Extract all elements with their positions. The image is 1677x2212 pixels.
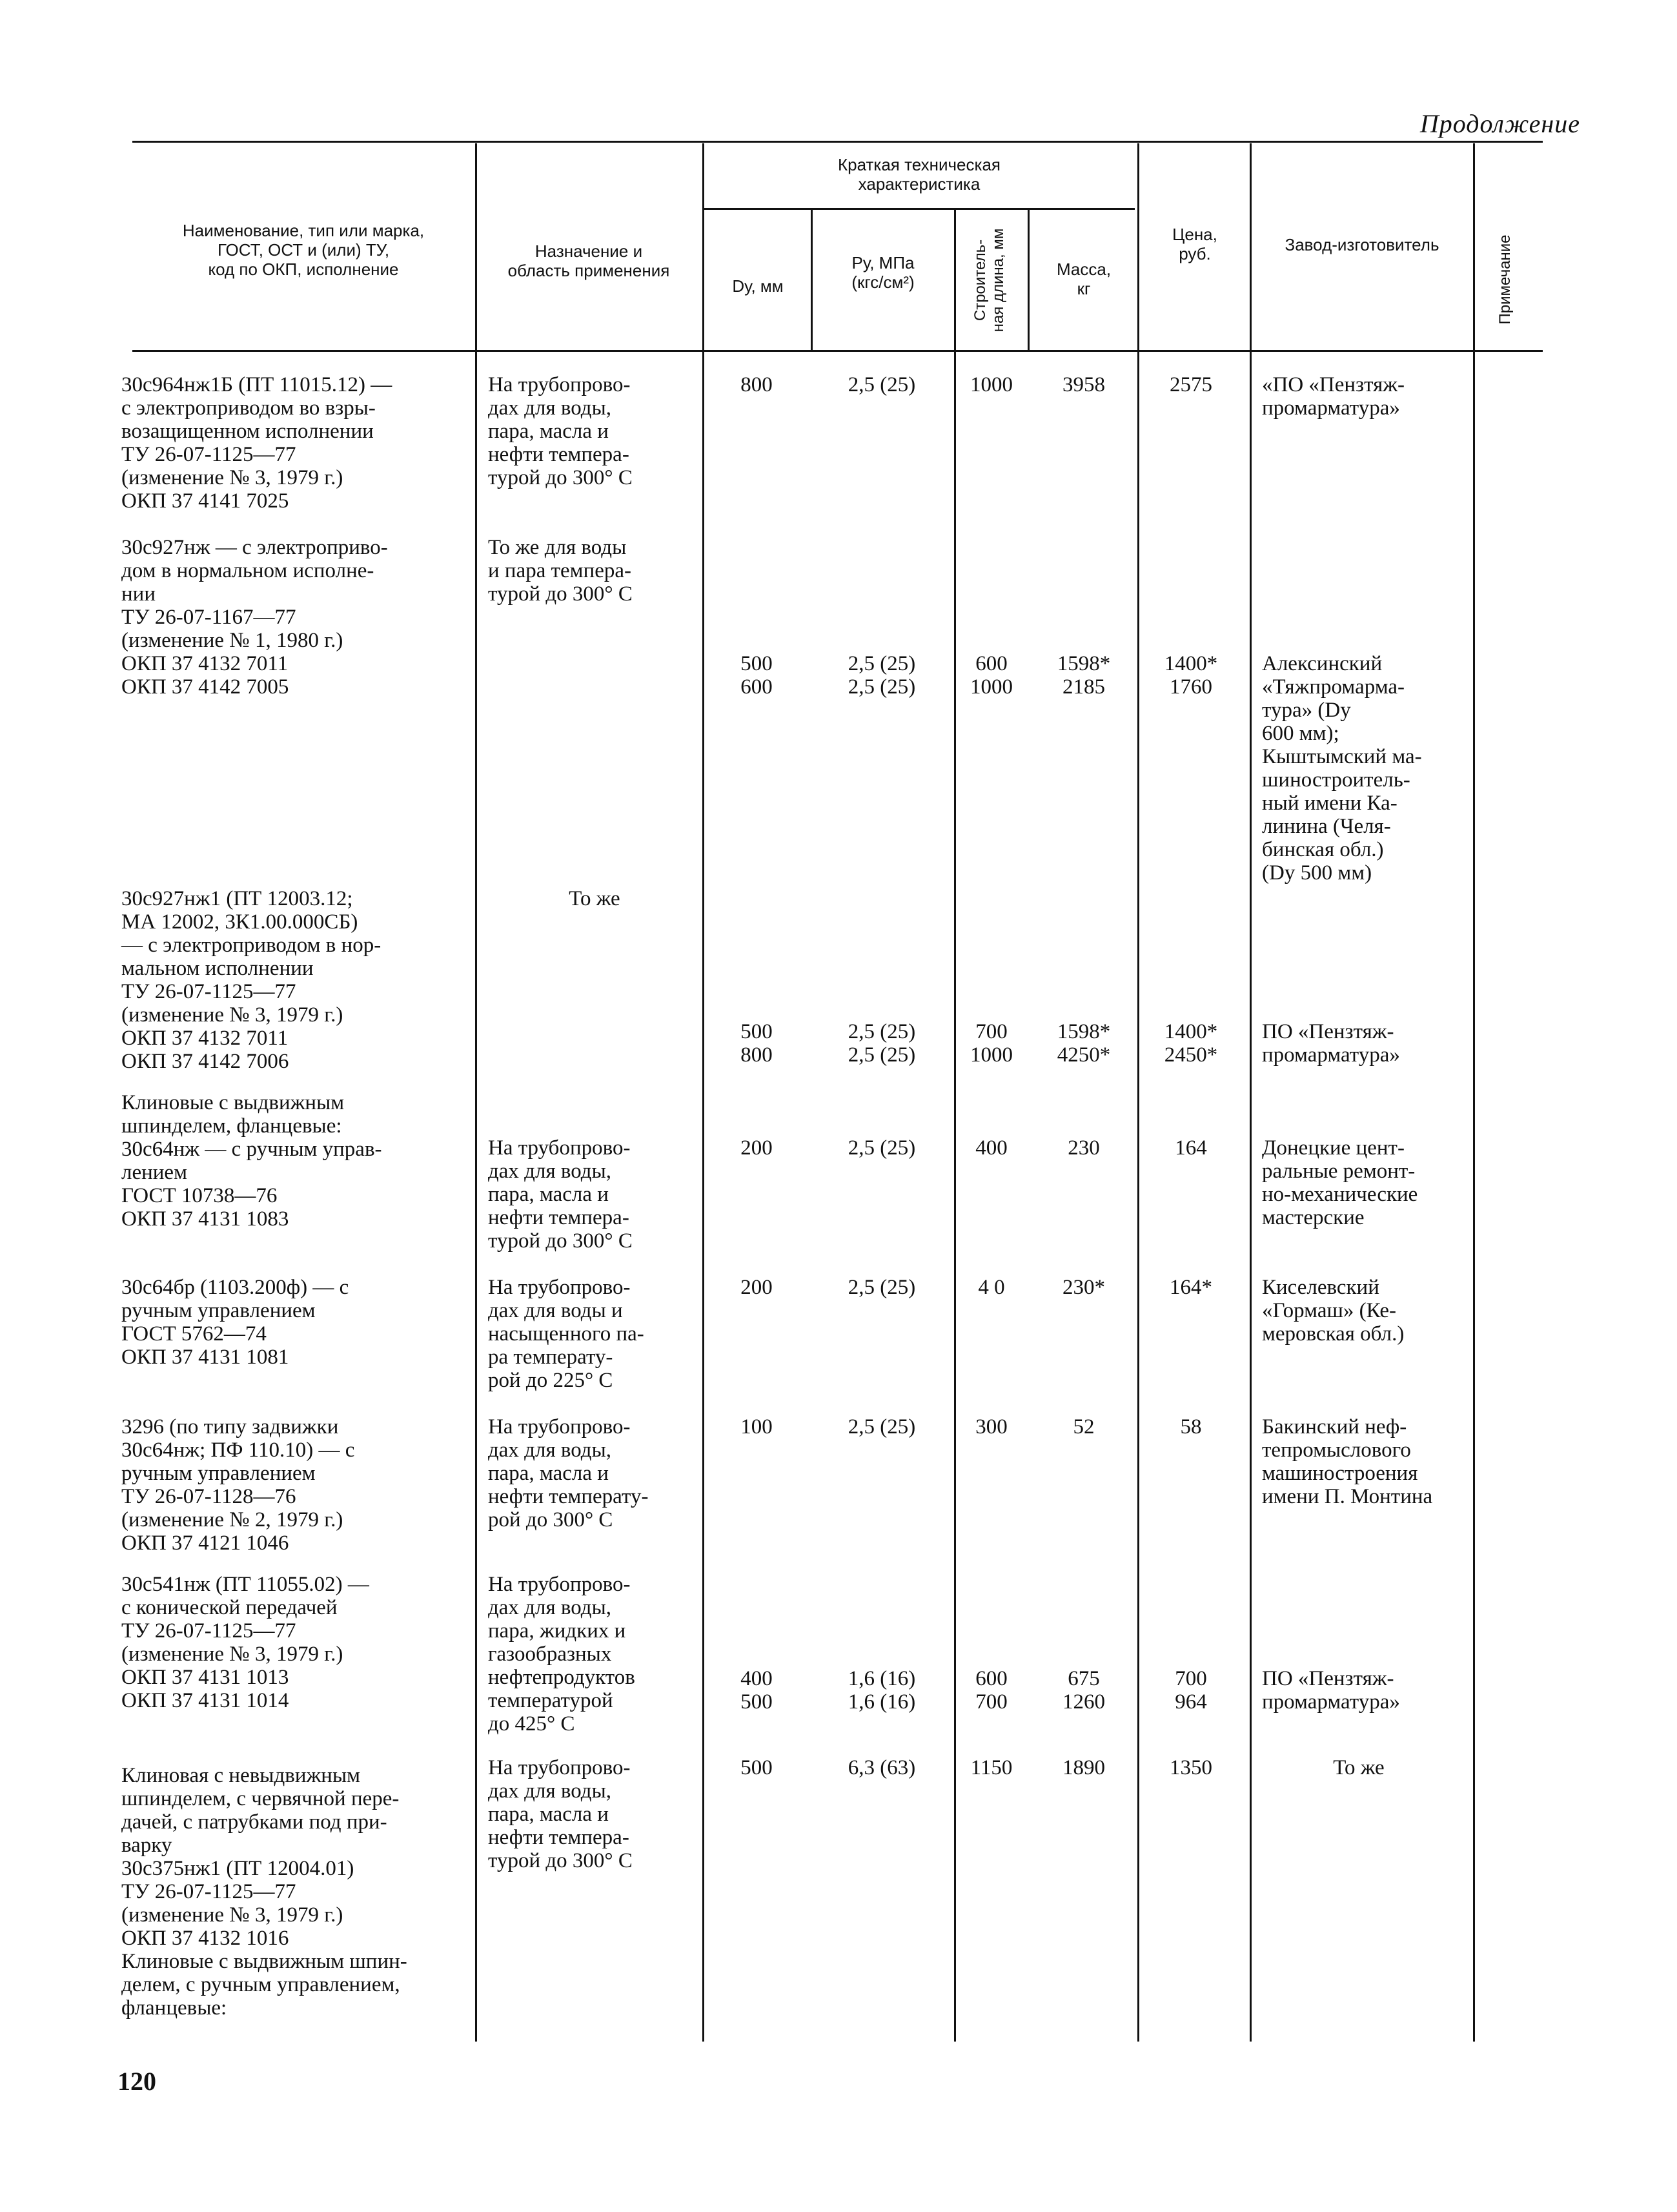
row-7-purpose-cell: [488, 1573, 701, 1736]
header-length: [971, 217, 1010, 343]
row-2-price-cell: [1143, 652, 1239, 699]
mass-line: 3958: [1062, 373, 1105, 396]
factory-line: ПО «Пензтяж-: [1262, 1667, 1394, 1690]
col-divider-purpose: [475, 143, 477, 2042]
purpose-line: рой до 300° С: [488, 1508, 613, 1531]
name-line: мальном исполнении: [121, 957, 314, 980]
row-8-purpose-cell: [488, 1756, 701, 1872]
factory-line: мастерские: [1262, 1206, 1365, 1229]
length-line: 600: [975, 1667, 1008, 1690]
name-line: 30с64бр (1103.200ф) — с: [121, 1276, 349, 1299]
name-line: — с электроприводом в нор-: [121, 934, 381, 957]
header-name-line: код по ОКП, исполнение: [208, 260, 399, 279]
name-line: ОКП 37 4132 7011: [121, 1027, 289, 1050]
table-header-bottom-rule: [132, 350, 1543, 352]
factory-line: имени П. Монтина: [1262, 1485, 1433, 1508]
price-line: 1350: [1170, 1756, 1212, 1779]
row-3-name-cell: [121, 887, 470, 1073]
header-name-line: ГОСТ, ОСТ и (или) ТУ,: [217, 240, 390, 260]
factory-line: линина (Челя-: [1262, 815, 1391, 838]
dy-line: 500: [740, 1690, 773, 1714]
purpose-line: пара, жидких и: [488, 1619, 626, 1643]
header-price: [1141, 225, 1248, 263]
name-line: ГОСТ 5762—74: [121, 1322, 267, 1346]
row-6-dy-cell: [705, 1415, 808, 1439]
py-line: 1,6 (16): [848, 1690, 916, 1714]
header-price-line: Цена,: [1172, 225, 1217, 244]
factory-line: ПО «Пензтяж-: [1262, 1020, 1394, 1043]
factory-line: промарматура»: [1262, 1690, 1400, 1714]
purpose-line: нефти темпера-: [488, 1206, 629, 1229]
row-8-py-cell: [811, 1756, 953, 1779]
row-1-name-cell: [121, 373, 470, 513]
length-line: 4 0: [978, 1276, 1005, 1299]
row-4-length-cell: [955, 1136, 1028, 1160]
purpose-line: нефти темпера-: [488, 1826, 629, 1849]
purpose-line: дах для воды,: [488, 396, 611, 420]
py-line: 6,3 (63): [848, 1756, 916, 1779]
py-line: 2,5 (25): [848, 1020, 916, 1043]
name-line: ручным управлением: [121, 1299, 316, 1322]
row-5-factory-cell: [1262, 1276, 1456, 1346]
py-line: 2,5 (25): [848, 1415, 916, 1439]
col-divider-dy: [702, 143, 704, 2042]
row-4-factory-cell: [1262, 1136, 1456, 1229]
row-7-length-cell: [955, 1667, 1028, 1714]
name-line: Клиновые с выдвижным шпин-: [121, 1950, 407, 1973]
name-line: 30с64нж — с ручным управ-: [121, 1138, 382, 1161]
name-line: дачей, с патрубками под при-: [121, 1810, 387, 1834]
name-line: 3296 (по типу задвижки: [121, 1415, 339, 1439]
name-line: 30с927нж — с электроприво-: [121, 536, 388, 559]
row-1-price-cell: [1143, 373, 1239, 396]
purpose-line: до 425° С: [488, 1712, 575, 1736]
header-factory: Завод-изготовитель: [1285, 235, 1439, 254]
header-dy: Dу, мм: [732, 276, 784, 296]
name-line: Клиновая с невыдвижным: [121, 1764, 361, 1787]
row-8-length-cell: [955, 1756, 1028, 1779]
price-line: 2575: [1170, 373, 1212, 396]
price-line: 58: [1180, 1415, 1202, 1439]
mass-line: 230: [1068, 1136, 1100, 1160]
row-5-mass-cell: [1029, 1276, 1139, 1299]
name-line: ТУ 26-07-1128—76: [121, 1485, 296, 1508]
dy-line: 200: [740, 1136, 773, 1160]
name-line: ТУ 26-07-1125—77: [121, 443, 296, 466]
row-5-name-cell: [121, 1276, 470, 1369]
name-line: (изменение № 3, 1979 г.): [121, 1903, 343, 1927]
row-1-mass-cell: [1029, 373, 1139, 396]
py-line: 2,5 (25): [848, 675, 916, 699]
row-2-mass-cell: [1029, 652, 1139, 699]
purpose-line: дах для воды и: [488, 1299, 623, 1322]
row-7-py-cell: [811, 1667, 953, 1714]
name-line: нии: [121, 582, 156, 606]
name-line: ОКП 37 4121 1046: [121, 1531, 289, 1555]
row-3-factory-cell: [1262, 1020, 1456, 1067]
purpose-line: То же для воды: [488, 536, 627, 559]
purpose-line: рой до 225° С: [488, 1369, 613, 1392]
length-line: 1150: [970, 1756, 1013, 1779]
factory-line: (Dу 500 мм): [1262, 861, 1372, 885]
py-line: 1,6 (16): [848, 1667, 916, 1690]
row-2-length-cell: [955, 652, 1028, 699]
purpose-line: пара, масла и: [488, 1462, 609, 1485]
name-line: (изменение № 2, 1979 г.): [121, 1508, 343, 1531]
purpose-line: дах для воды,: [488, 1779, 611, 1803]
header-tech-line: характеристика: [858, 174, 981, 194]
row-4-price-cell: [1143, 1136, 1239, 1160]
price-line: 164*: [1170, 1276, 1212, 1299]
factory-line: Алексинский: [1262, 652, 1383, 675]
dy-line: 800: [740, 1043, 773, 1067]
mass-line: 52: [1073, 1415, 1095, 1439]
dy-line: 600: [740, 675, 773, 699]
purpose-line: На трубопрово-: [488, 373, 631, 396]
factory-line: То же: [1333, 1756, 1385, 1779]
factory-line: машиностроения: [1262, 1462, 1418, 1485]
name-line: ручным управлением: [121, 1462, 316, 1485]
row-8-name-cell: [121, 1764, 470, 2020]
name-line: (изменение № 3, 1979 г.): [121, 1003, 343, 1027]
name-line: ОКП 37 4132 1016: [121, 1927, 289, 1950]
name-line: ТУ 26-07-1125—77: [121, 1619, 296, 1643]
name-line: 30с375нж1 (ПТ 12004.01): [121, 1857, 354, 1880]
row-2-py-cell: [811, 652, 953, 699]
header-mass: [1032, 260, 1136, 298]
purpose-line: нефти температу-: [488, 1485, 649, 1508]
row-3-length-cell: [955, 1020, 1028, 1067]
row-6-factory-cell: [1262, 1415, 1456, 1508]
purpose-line: На трубопрово-: [488, 1136, 631, 1160]
length-line: 400: [975, 1136, 1008, 1160]
length-line: 700: [975, 1020, 1008, 1043]
length-line: 1000: [970, 1043, 1013, 1067]
purpose-line: нефти темпера-: [488, 443, 629, 466]
name-line: лением: [121, 1161, 187, 1184]
row-7-price-cell: [1143, 1667, 1239, 1714]
header-purpose-line: Назначение и: [534, 241, 643, 261]
row-4-dy-cell: [705, 1136, 808, 1160]
py-line: 2,5 (25): [848, 373, 916, 396]
name-line: ОКП 37 4142 7005: [121, 675, 289, 699]
header-mass-line: Масса,: [1056, 260, 1112, 279]
name-line: 30с64нж; ПФ 110.10) — с: [121, 1439, 355, 1462]
purpose-line: пара, масла и: [488, 1183, 609, 1206]
purpose-line: дах для воды,: [488, 1439, 611, 1462]
header-py-line: (кгс/см²): [851, 272, 915, 292]
row-5-length-cell: [955, 1276, 1028, 1299]
row-3-price-cell: [1143, 1020, 1239, 1067]
py-line: 2,5 (25): [848, 1043, 916, 1067]
purpose-line: На трубопрово-: [488, 1415, 631, 1439]
name-line: ОКП 37 4141 7025: [121, 489, 289, 513]
purpose-line: На трубопрово-: [488, 1276, 631, 1299]
row-5-dy-cell: [705, 1276, 808, 1299]
row-5-price-cell: [1143, 1276, 1239, 1299]
dy-line: 500: [740, 652, 773, 675]
mass-line: 1260: [1062, 1690, 1105, 1714]
name-line: с электроприводом во взры-: [121, 396, 376, 420]
dy-line: 400: [740, 1667, 773, 1690]
factory-line: тепромыслового: [1262, 1439, 1411, 1462]
row-7-factory-cell: [1262, 1667, 1456, 1714]
row-1-factory-cell: [1262, 373, 1456, 420]
length-line: 700: [975, 1690, 1008, 1714]
dy-line: 200: [740, 1276, 773, 1299]
name-line: варку: [121, 1834, 172, 1857]
row-3-py-cell: [811, 1020, 953, 1067]
name-line: ТУ 26-07-1125—77: [121, 1880, 296, 1903]
length-line: 300: [975, 1415, 1008, 1439]
purpose-line: То же: [569, 887, 620, 910]
tech-subheader-rule: [702, 208, 1135, 210]
name-line: ОКП 37 4142 7006: [121, 1050, 289, 1073]
dy-line: 800: [740, 373, 773, 396]
factory-line: 600 мм);: [1262, 722, 1339, 745]
factory-line: бинская обл.): [1262, 838, 1384, 861]
purpose-line: На трубопрово-: [488, 1756, 631, 1779]
name-line: с конической передачей: [121, 1596, 338, 1619]
name-line: делем, с ручным управлением,: [121, 1973, 400, 1996]
factory-line: Кыштымский ма-: [1262, 745, 1422, 768]
mass-line: 675: [1068, 1667, 1100, 1690]
col-divider-mass: [1028, 210, 1030, 350]
row-4-purpose-cell: [488, 1136, 701, 1253]
purpose-line: пара, масла и: [488, 420, 609, 443]
price-line: 700: [1175, 1667, 1207, 1690]
row-2-factory-cell: [1262, 652, 1456, 885]
factory-line: ральные ремонт-: [1262, 1160, 1416, 1183]
dy-line: 500: [740, 1756, 773, 1779]
row-3-purpose-cell: [488, 887, 701, 910]
row-1-length-cell: [955, 373, 1028, 396]
row-4-mass-cell: [1029, 1136, 1139, 1160]
header-tech-line: Краткая техническая: [838, 155, 1001, 174]
row-1-py-cell: [811, 373, 953, 396]
row-2-name-cell: [121, 536, 470, 699]
mass-line: 1598*: [1057, 1020, 1111, 1043]
py-line: 2,5 (25): [848, 1136, 916, 1160]
dy-line: 500: [740, 1020, 773, 1043]
py-line: 2,5 (25): [848, 1276, 916, 1299]
name-line: 30с927нж1 (ПТ 12003.12;: [121, 887, 353, 910]
header-length-line: Строитель-: [971, 239, 989, 322]
name-line: ОКП 37 4131 1013: [121, 1666, 289, 1689]
name-line: шпинделем, с червячной пере-: [121, 1787, 400, 1810]
factory-line: «ПО «Пензтяж-: [1262, 373, 1405, 396]
price-line: 1400*: [1164, 1020, 1218, 1043]
mass-line: 4250*: [1057, 1043, 1111, 1067]
col-divider-note: [1473, 143, 1475, 2042]
header-py: [815, 253, 951, 292]
name-line: Клиновые с выдвижным: [121, 1091, 345, 1114]
price-line: 164: [1175, 1136, 1207, 1160]
price-line: 964: [1175, 1690, 1207, 1714]
header-py-line: Pу, МПа: [851, 253, 915, 272]
purpose-line: турой до 300° С: [488, 466, 633, 489]
row-8-price-cell: [1143, 1756, 1239, 1779]
name-line: (изменение № 1, 1980 г.): [121, 629, 343, 652]
purpose-line: дах для воды,: [488, 1596, 611, 1619]
purpose-line: турой до 300° С: [488, 1229, 633, 1253]
length-line: 600: [975, 652, 1008, 675]
factory-line: Бакинский неф-: [1262, 1415, 1407, 1439]
factory-line: шиностроитель-: [1262, 768, 1410, 792]
purpose-line: турой до 300° С: [488, 1849, 633, 1872]
purpose-line: насыщенного па-: [488, 1322, 644, 1346]
factory-line: Донецкие цент-: [1262, 1136, 1405, 1160]
purpose-line: турой до 300° С: [488, 582, 633, 606]
name-line: ТУ 26-07-1125—77: [121, 980, 296, 1003]
name-line: фланцевые:: [121, 1996, 227, 2020]
factory-line: ный имени Ка-: [1262, 792, 1397, 815]
name-line: шпинделем, фланцевые:: [121, 1114, 342, 1138]
row-6-length-cell: [955, 1415, 1028, 1439]
mass-line: 1598*: [1057, 652, 1111, 675]
name-line: ОКП 37 4131 1083: [121, 1207, 289, 1231]
header-purpose: [479, 241, 698, 280]
mass-line: 1890: [1062, 1756, 1105, 1779]
row-3-mass-cell: [1029, 1020, 1139, 1067]
row-4-name-cell: [121, 1091, 470, 1231]
row-6-py-cell: [811, 1415, 953, 1439]
row-8-factory-cell: [1249, 1756, 1469, 1779]
purpose-line: газообразных: [488, 1643, 612, 1666]
purpose-line: нефтепродуктов: [488, 1666, 635, 1689]
name-line: возащищенном исполнении: [121, 420, 374, 443]
factory-line: Киселевский: [1262, 1276, 1379, 1299]
continuation-label: Продолжение: [1419, 109, 1580, 138]
row-6-mass-cell: [1029, 1415, 1139, 1439]
col-divider-py: [811, 210, 813, 350]
row-8-dy-cell: [705, 1756, 808, 1779]
name-line: 30с541нж (ПТ 11055.02) —: [121, 1573, 369, 1596]
purpose-line: ра температу-: [488, 1346, 613, 1369]
header-name-line: Наименование, тип или марка,: [182, 221, 425, 240]
name-line: 30с964нж1Б (ПТ 11015.12) —: [121, 373, 392, 396]
header-length-line: ная длина, мм: [990, 228, 1007, 333]
purpose-line: температурой: [488, 1689, 613, 1712]
row-2-purpose-cell: [488, 536, 701, 606]
header-price-line: руб.: [1179, 244, 1211, 263]
header-name: [142, 221, 465, 279]
row-4-py-cell: [811, 1136, 953, 1160]
factory-line: промарматура»: [1262, 396, 1400, 420]
name-line: (изменение № 3, 1979 г.): [121, 1643, 343, 1666]
name-line: ОКП 37 4131 1014: [121, 1689, 289, 1712]
name-line: ТУ 26-07-1167—77: [121, 606, 296, 629]
dy-line: 100: [740, 1415, 773, 1439]
row-7-mass-cell: [1029, 1667, 1139, 1714]
purpose-line: пара, масла и: [488, 1803, 609, 1826]
factory-line: но-механические: [1262, 1183, 1418, 1206]
page-number: 120: [117, 2067, 156, 2096]
row-3-dy-cell: [705, 1020, 808, 1067]
row-7-dy-cell: [705, 1667, 808, 1714]
name-line: (изменение № 3, 1979 г.): [121, 466, 343, 489]
py-line: 2,5 (25): [848, 652, 916, 675]
name-line: МА 12002, 3К1.00.000СБ): [121, 910, 358, 934]
purpose-line: и пара темпера-: [488, 559, 632, 582]
row-6-purpose-cell: [488, 1415, 701, 1531]
row-2-dy-cell: [705, 652, 808, 699]
factory-line: тура» (Dу: [1262, 699, 1351, 722]
purpose-line: дах для воды,: [488, 1160, 611, 1183]
price-line: 2450*: [1164, 1043, 1218, 1067]
row-8-mass-cell: [1029, 1756, 1139, 1779]
table-top-rule: [132, 141, 1543, 143]
header-tech: [706, 155, 1132, 194]
price-line: 1400*: [1164, 652, 1218, 675]
header-purpose-line: область применения: [507, 261, 670, 280]
row-5-py-cell: [811, 1276, 953, 1299]
header-mass-line: кг: [1077, 279, 1091, 298]
price-line: 1760: [1170, 675, 1212, 699]
purpose-line: На трубопрово-: [488, 1573, 631, 1596]
row-6-price-cell: [1143, 1415, 1239, 1439]
row-1-dy-cell: [705, 373, 808, 396]
factory-line: «Гормаш» (Ке-: [1262, 1299, 1397, 1322]
factory-line: «Тяжпромарма-: [1262, 675, 1405, 699]
length-line: 1000: [970, 373, 1013, 396]
header-note: Примечание: [1496, 234, 1514, 325]
row-1-purpose-cell: [488, 373, 701, 489]
name-line: ОКП 37 4132 7011: [121, 652, 289, 675]
factory-line: промарматура»: [1262, 1043, 1400, 1067]
mass-line: 2185: [1062, 675, 1105, 699]
length-line: 1000: [970, 675, 1013, 699]
factory-line: меровская обл.): [1262, 1322, 1405, 1346]
mass-line: 230*: [1062, 1276, 1105, 1299]
row-5-purpose-cell: [488, 1276, 701, 1392]
name-line: дом в нормальном исполне-: [121, 559, 374, 582]
row-7-name-cell: [121, 1573, 470, 1712]
name-line: ОКП 37 4131 1081: [121, 1346, 289, 1369]
name-line: ГОСТ 10738—76: [121, 1184, 278, 1207]
row-6-name-cell: [121, 1415, 470, 1555]
